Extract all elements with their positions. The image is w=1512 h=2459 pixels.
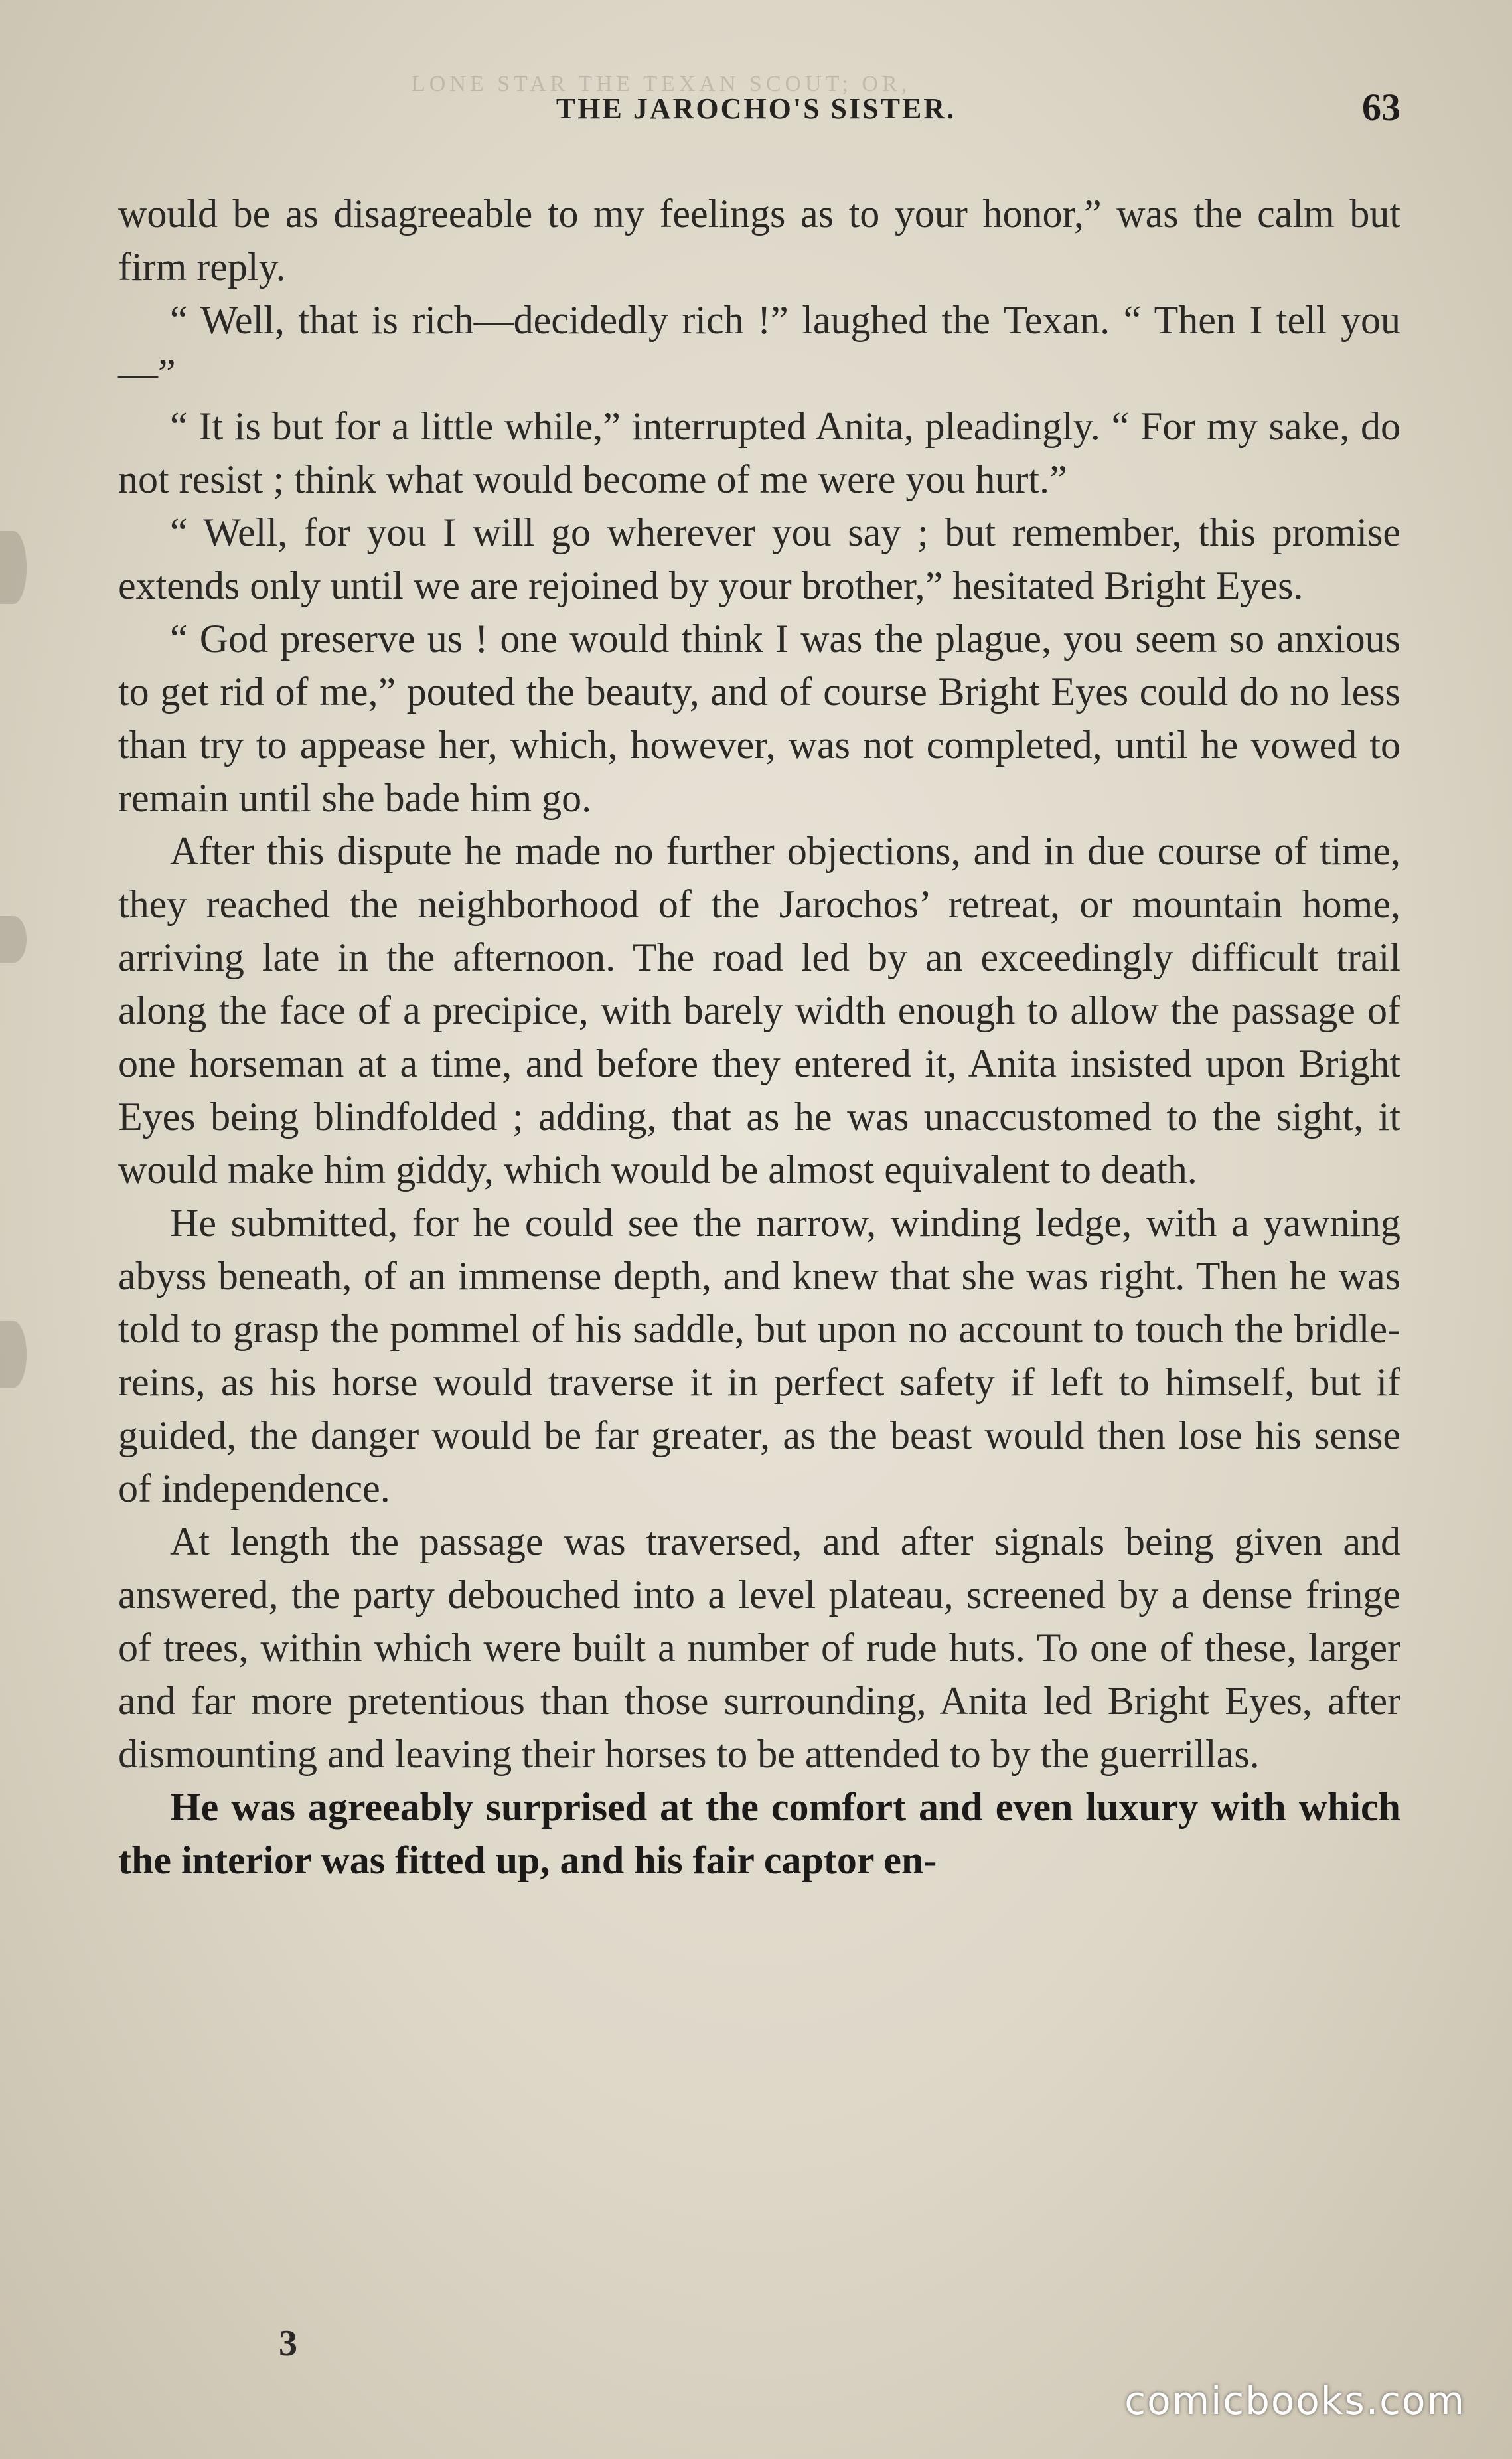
paragraph: At length the passage was traversed, and after signals being given and answered, the party debouched into a level plateau, screened by a dense fringe of trees, within which were built a number of rude huts. To one of these, larger and far more pretentious than those surrounding, Anita led Bright Eyes, after dismounting and leaving their horses to be attended to by the guerrillas.: [118, 1520, 1400, 1776]
paragraph: “ God preserve us ! one would think I was the plague, you seem so anxious to get rid of me,” pouted the beauty, and of course Bright Eyes could do no less than try to appease her, which, however, was not completed, until he vowed to remain until she bade him go.: [118, 617, 1400, 820]
paragraph: He submitted, for he could see the narrow, winding ledge, with a yawning abyss beneath, of an immense depth, and knew that she was right. Then he was told to grasp the pommel of his saddle, but upon no account to touch the bridle-reins, as his horse would traverse it in perfect safety if left to himself, but if guided, the danger would be far greater, as the beast would then lose his sense of independence.: [118, 1201, 1400, 1510]
paragraph: He was agreeably surprised at the comfort and even luxury with which the interior was fitted up, and his fair captor en-: [118, 1785, 1400, 1882]
paragraph: After this dispute he made no further objections, and in due course of time, they reached the neighborhood of the Jarochos’ retreat, or mountain home, arriving late in the afternoon. The road led by an exceedingly difficult trail along the face of a precipice, with barely width enough to allow the passage of one horseman at a time, and before they entered it, Anita insisted upon Bright Eyes being blindfolded ; adding, that as he was unaccustomed to the sight, it would make him giddy, which would be almost equivalent to death.: [118, 829, 1400, 1192]
paragraph: “ Well, for you I will go wherever you say ; but remember, this promise extends only until we are rejoined by your brother,” hesitated Bright Eyes.: [118, 511, 1400, 607]
running-title: THE JAROCHO'S SISTER.: [556, 92, 956, 125]
signature-mark: 3: [279, 2323, 297, 2364]
body-text: [118, 187, 1400, 1887]
paragraph: “ It is but for a little while,” interrupted Anita, pleadingly. “ For my sake, do not resist ; think what would become of me were you hurt.”: [118, 404, 1400, 501]
paragraph: “ Well, that is rich—decidedly rich !” laughed the Texan. “ Then I tell you—”: [118, 298, 1400, 395]
page-edge-tear: [0, 916, 27, 963]
page-edge-tear: [0, 1321, 27, 1388]
paragraph-continuation: would be as disagreeable to my feelings as to your honor,” was the calm but firm reply.: [118, 192, 1400, 289]
bleed-through-text: LONE STAR THE TEXAN SCOUT; OR,: [412, 72, 911, 96]
page-edge-tear: [0, 531, 27, 604]
watermark: comicbooks.com: [1124, 2378, 1466, 2423]
page-number: 63: [1362, 86, 1400, 129]
